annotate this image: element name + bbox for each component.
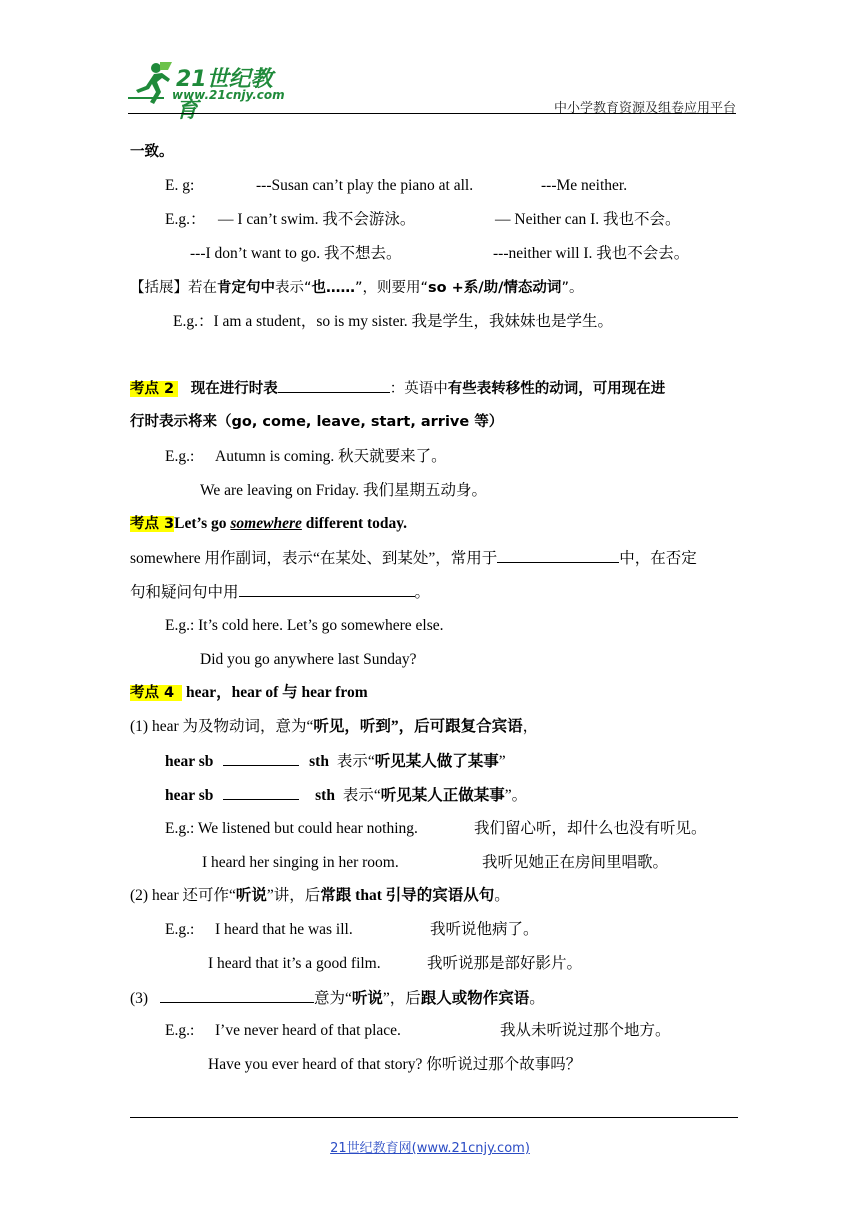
example-translation: 我们留心听，却什么也没有听见。 [474,820,707,837]
fill-blank [278,378,390,393]
example-translation: 我听见她正在房间里唱歌。 [482,854,669,871]
example-sentence: I heard her singing in her room. [202,854,399,871]
text-line: 行时表示将来（go, come, leave, start, arrive 等） [130,414,504,430]
text-span: 听说 [235,887,267,904]
text-span: sth [315,787,335,804]
site-logo [124,60,294,123]
extension-note [130,278,583,298]
text-span: 【括展】若在 [130,280,217,296]
example-sentence: E.g.: We listened but could hear nothing. [165,820,418,837]
text-line [130,988,545,1009]
example-sentence: I heard that it’s a good film. [208,955,381,972]
text-span: 肯定句中 [217,280,275,296]
example-sentence: ---neither will I. 我也不会去。 [493,245,690,262]
text-line [165,785,527,806]
example-translation: 我听说他病了。 [430,921,539,938]
text-span: (1) hear 为及物动词，意为“ [130,718,314,735]
text-span: ：英语中 [389,381,448,397]
text-span: 表示“ [275,280,312,296]
logo-url: www.21cnjy.com [172,88,285,102]
text-span: 。 [414,584,431,601]
example-sentence: ---Me neither. [541,177,628,194]
text-span: 也…… [311,280,356,296]
point-tag: 考点 3 [130,516,175,532]
text-span: ”讲，后 [266,887,321,904]
text-span: hear，hear of 与 hear from [182,684,368,701]
example-sentence: I’ve never heard of that place. [215,1022,401,1039]
example-sentence: I heard that he was ill. [215,921,353,938]
text-span: (3) [130,990,149,1007]
text-span: 听见某人做了某事 [374,753,499,770]
text-span: ， [522,718,539,735]
example-sentence: Have you ever heard of that story? 你听说过那个故事吗？ [208,1056,582,1073]
example-label: E.g.: [165,921,195,938]
text-span: 听说 [351,990,383,1007]
text-span: somewhere [230,515,302,532]
text-span: 句和疑问句中用 [130,584,239,601]
text-span: 。 [494,887,510,904]
text-span: different today. [301,515,408,532]
text-span: (2) hear 还可作“ [130,887,236,904]
example-label: E. g: [165,177,195,194]
text-span: 意为“ [313,990,352,1007]
header-divider [128,113,736,114]
fill-blank [160,988,314,1003]
example-sentence: E.g.：I am a student，so is my sister. 我是学生，我妹妹也是学生。 [173,313,614,330]
point-2-heading [130,378,665,399]
text-span: 听见，听到”，后可跟复合宾语 [313,718,523,735]
example-sentence: ---Susan can’t play the piano at all. [256,177,474,194]
example-translation: 我从未听说过那个地方。 [500,1022,671,1039]
text-span: hear sb [165,753,214,770]
fill-blank [239,582,415,597]
footer-link[interactable]: 21世纪教育网(www.21cnjy.com) [330,1141,530,1156]
text-line [130,582,430,603]
example-sentence: E.g.: It’s cold here. Let’s go somewhere else. [165,617,444,634]
runner-logo-icon [124,60,174,106]
point-tag: 考点 2 [130,381,178,397]
example-sentence: — Neither can I. 我也不会。 [495,211,681,228]
text-span: 现在进行时表 [190,381,278,397]
text-span: ”。 [504,787,528,804]
text-span: sth [309,753,329,770]
example-translation: 我听说那是部好影片。 [427,955,583,972]
point-tag: 考点 4 [130,685,182,701]
example-label: E.g.： [165,211,206,228]
text-span: ”，则要用“ [355,280,429,296]
text-line [130,548,697,569]
fill-blank [223,785,299,800]
example-label: E.g.: [165,448,195,465]
text-span: hear sb [165,787,214,804]
text-line: 一致。 [130,144,174,160]
text-line [165,751,506,772]
text-span: ” [498,753,506,770]
text-span: 跟人或物作宾语 [420,990,530,1007]
example-sentence: Autumn is coming. 秋天就要来了。 [215,448,447,465]
example-sentence: Did you go anywhere last Sunday? [200,651,417,668]
example-sentence: ---I don’t want to go. 我不想去。 [190,245,402,262]
text-line [130,886,510,906]
text-span: 听见某人正做某事 [380,787,505,804]
text-span: ”。 [561,280,584,296]
text-span: 。 [529,990,545,1007]
text-span: somewhere 用作副词，表示“在某处、到某处”，常用于 [130,550,498,567]
text-span: 表示“ [342,787,381,804]
text-span: 表示“ [336,753,375,770]
text-span: 常跟 that 引导的宾语从句 [320,887,495,904]
platform-title: 中小学教育资源及组卷应用平台 [553,101,736,116]
example-sentence: — I can’t swim. 我不会游泳。 [218,211,416,228]
text-span: ”，后 [382,990,421,1007]
example-sentence: We are leaving on Friday. 我们星期五动身。 [200,482,488,499]
footer-divider [130,1117,738,1118]
fill-blank [223,751,299,766]
text-span: so +系/助/情态动词 [428,280,562,296]
example-label: E.g.: [165,1022,195,1039]
point-3-heading [130,514,407,534]
fill-blank [497,548,619,563]
text-span: 有些表转移性的动词，可用现在进 [447,381,666,397]
text-line [130,717,538,737]
text-span: Let’s go [174,515,231,532]
point-4-heading [130,683,368,703]
logo-text: 21世纪教育 [176,67,273,123]
text-span: 中，在否定 [619,550,697,567]
